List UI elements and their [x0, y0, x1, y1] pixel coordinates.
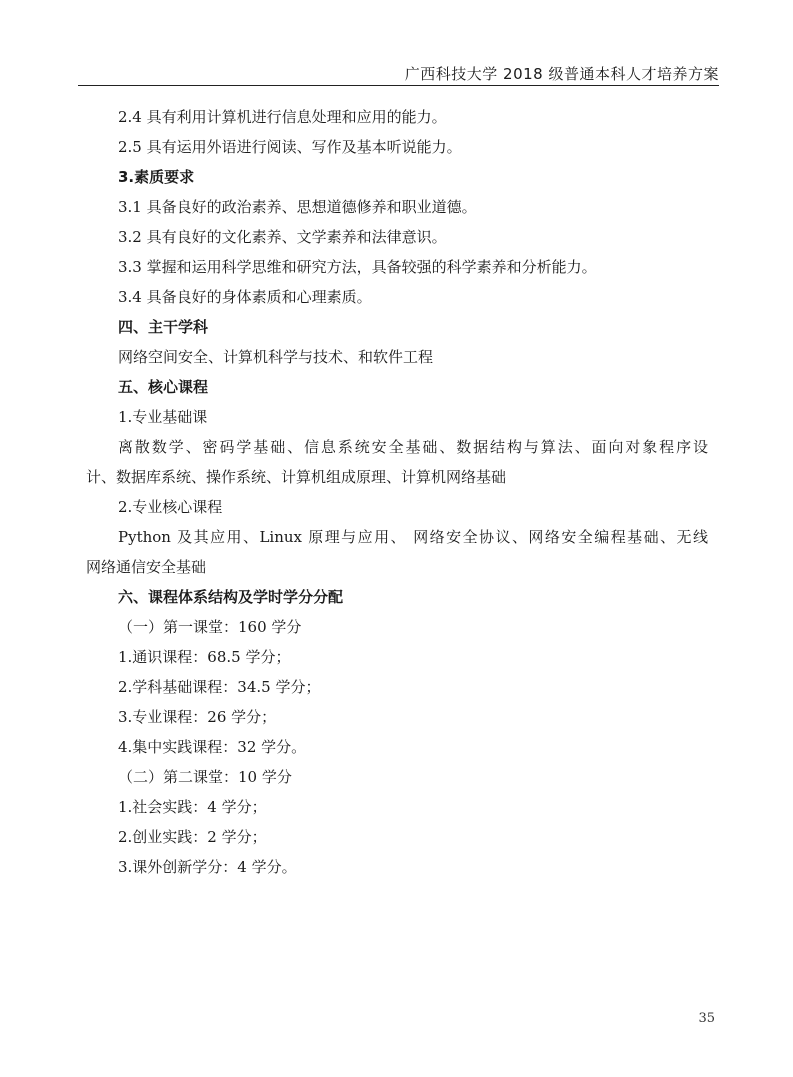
- quality-item-3-4: 3.4 具备良好的身体素质和心理素质。: [118, 288, 372, 306]
- foundation-courses-list-line-1: 离散数学、密码学基础、信息系统安全基础、数据结构与算法、面向对象程序设: [118, 438, 708, 456]
- section-curriculum-structure-heading: 六、课程体系结构及学时学分分配: [118, 588, 344, 606]
- quality-item-3-1: 3.1 具备良好的政治素养、思想道德修养和职业道德。: [118, 198, 477, 216]
- discipline-basic-courses-credits: 2.学科基础课程：34.5 学分；: [118, 678, 321, 696]
- document-body: [86, 102, 708, 882]
- quality-requirements-heading: 3.素质要求: [118, 168, 195, 186]
- startup-practice-credits: 2.创业实践：2 学分；: [118, 828, 267, 846]
- core-courses-subheading: 2.专业核心课程: [118, 498, 223, 516]
- main-disciplines-text: 网络空间安全、计算机科学与技术、和软件工程: [118, 348, 434, 366]
- core-courses-list-line-2: 网络通信安全基础: [86, 558, 207, 576]
- quality-item-3-2: 3.2 具有良好的文化素养、文学素养和法律意识。: [118, 228, 447, 246]
- foundation-courses-list-line-2: 计、数据库系统、操作系统、计算机组成原理、计算机网络基础: [86, 468, 507, 486]
- section-main-disciplines-heading: 四、主干学科: [118, 318, 209, 336]
- ability-item-2-4: 2.4 具有利用计算机进行信息处理和应用的能力。: [118, 108, 447, 126]
- foundation-courses-subheading: 1.专业基础课: [118, 408, 208, 426]
- header-divider: [78, 85, 719, 86]
- page-number: 35: [698, 1011, 715, 1026]
- practice-courses-credits: 4.集中实践课程：32 学分。: [118, 738, 307, 756]
- social-practice-credits: 1.社会实践：4 学分；: [118, 798, 267, 816]
- section-core-courses-heading: 五、核心课程: [118, 378, 209, 396]
- innovation-credits: 3.课外创新学分：4 学分。: [118, 858, 297, 876]
- major-courses-credits: 3.专业课程：26 学分；: [118, 708, 277, 726]
- second-classroom-credits: （二）第二课堂：10 学分: [118, 768, 292, 786]
- ability-item-2-5: 2.5 具有运用外语进行阅读、写作及基本听说能力。: [118, 138, 462, 156]
- first-classroom-credits: （一）第一课堂：160 学分: [118, 618, 302, 636]
- header-title: 广西科技大学 2018 级普通本科人才培养方案: [404, 65, 719, 83]
- general-courses-credits: 1.通识课程：68.5 学分；: [118, 648, 291, 666]
- quality-item-3-3: 3.3 掌握和运用科学思维和研究方法，具备较强的科学素养和分析能力。: [118, 258, 597, 276]
- core-courses-list-line-1: Python 及其应用、Linux 原理与应用、 网络安全协议、网络安全编程基础、无线: [118, 528, 708, 546]
